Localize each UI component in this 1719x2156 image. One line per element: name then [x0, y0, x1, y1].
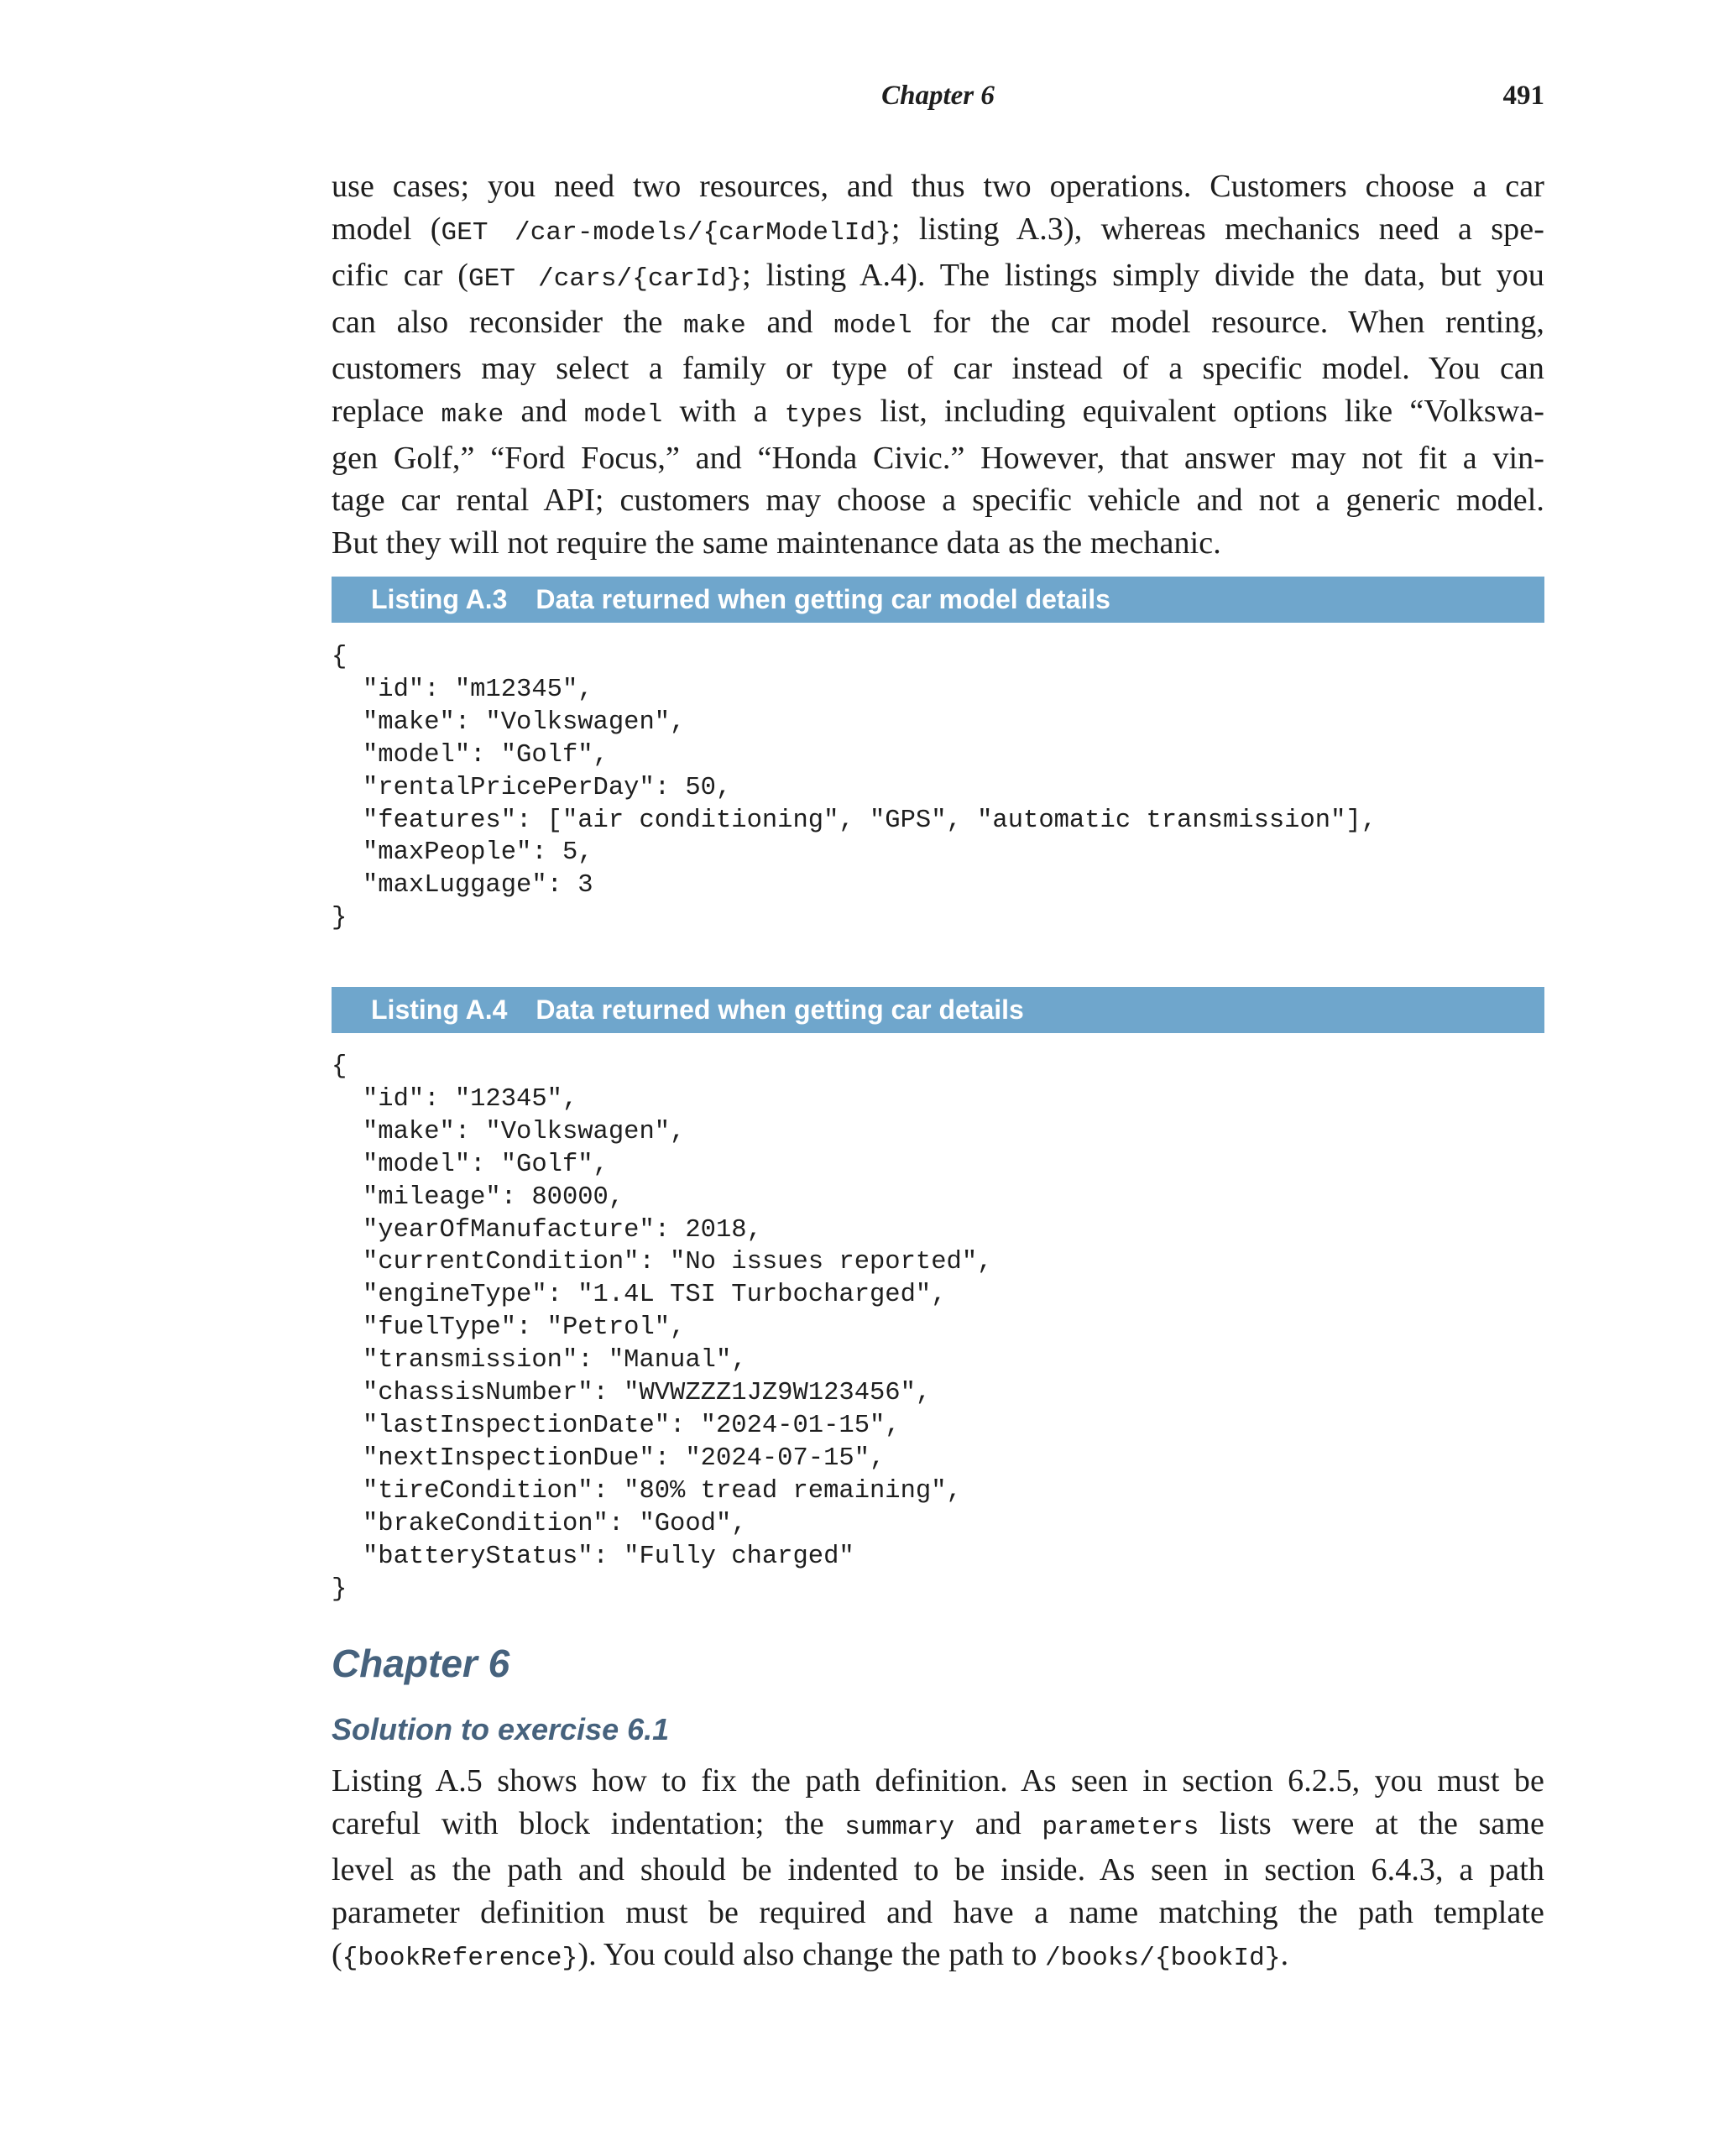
inline-code: parameters [1042, 1812, 1199, 1842]
intro-paragraph [332, 165, 1544, 564]
inline-code: {bookReference} [342, 1944, 578, 1974]
listing-caption: Data returned when getting car model details [536, 584, 1110, 614]
text-run: . [1280, 1937, 1289, 1973]
code-line: "id": "m12345", [363, 675, 593, 704]
inline-code: model [583, 399, 663, 430]
code-line: "id": "12345", [363, 1084, 578, 1114]
text-run: level as the path and should be indented to be inside. As seen in section 6.4.3, a path [332, 1852, 1544, 1888]
intro-line [332, 522, 1544, 565]
intro-line [332, 254, 1544, 301]
text-run: lists were at the same [1199, 1805, 1544, 1841]
listing-a4-code [332, 1051, 992, 1605]
text-run: Listing A.5 shows how to fix the path definition. As seen in section 6.2.5, you must be [332, 1763, 1544, 1798]
code-line: "model": "Golf", [363, 740, 609, 770]
text-run: But they will not require the same maintenance data as the mechanic. [332, 525, 1221, 561]
listing-caption: Data returned when getting car details [536, 994, 1024, 1025]
text-run: ( [332, 1937, 342, 1973]
code-line: "tireCondition": "80% tread remaining", [363, 1476, 962, 1506]
text-run: list, including equivalent options like “Volkswa- [863, 393, 1544, 429]
text-run: for the car model resource. When renting, [912, 304, 1544, 340]
listing-a4-caption-bar [332, 987, 1544, 1033]
text-run: and [954, 1805, 1042, 1841]
code-line: "brakeCondition": "Good", [363, 1509, 747, 1538]
code-line: "make": "Volkswagen", [363, 1117, 686, 1146]
text-run: with a [662, 393, 785, 429]
text-run: and [745, 304, 834, 340]
code-line: "yearOfManufacture": 2018, [363, 1215, 762, 1245]
code-line: "maxPeople": 5, [363, 838, 593, 868]
text-run: careful with block indentation; the [332, 1805, 845, 1841]
solution-line [332, 1849, 1544, 1892]
text-run: parameter definition must be required and have a name matching the path template [332, 1894, 1544, 1930]
inline-code: GET /cars/{carId} [468, 264, 743, 295]
text-run: cific car ( [332, 258, 469, 294]
running-head-chapter-title: Chapter 6 [881, 81, 995, 111]
text-run: ). You could also change the path to [577, 1937, 1046, 1973]
text-run: can also reconsider the [332, 304, 684, 340]
intro-line [332, 347, 1544, 390]
inline-code: make [683, 311, 746, 341]
inline-code: summary [844, 1812, 955, 1842]
text-run: gen Golf,” “Ford Focus,” and “Honda Civic.” However, that answer may not fit a vin- [332, 440, 1544, 476]
listing-a3-caption-bar [332, 577, 1544, 623]
intro-line [332, 390, 1544, 437]
inline-code: GET /car-models/{carModelId} [441, 217, 891, 248]
code-line: "mileage": 80000, [363, 1182, 624, 1212]
text-run: model ( [332, 211, 442, 247]
inline-code: model [833, 311, 912, 341]
text-run: use cases; you need two resources, and thus two operations. Customers choose a car [332, 169, 1544, 204]
code-line: "nextInspectionDue": "2024-07-15", [363, 1443, 886, 1473]
solution-line [332, 1892, 1544, 1934]
code-line: "rentalPricePerDay": 50, [363, 773, 732, 802]
intro-line [332, 437, 1544, 480]
intro-line [332, 301, 1544, 348]
code-line: { [332, 643, 347, 671]
code-line: "chassisNumber": "WVWZZZ1JZ9W123456", [363, 1379, 932, 1408]
code-line: } [332, 904, 347, 933]
listing-a3-code [332, 641, 1377, 935]
listing-number: Listing A.3 [371, 584, 508, 614]
text-run: tage car rental API; customers may choose a specific vehicle and not a generic model. [332, 483, 1544, 519]
solution-line [332, 1934, 1544, 1981]
text-run: customers may select a family or type of car instead of a specific model. You can [332, 351, 1544, 387]
text-run: ; listing A.3), whereas mechanics need a spe- [891, 211, 1545, 247]
code-line: { [332, 1052, 347, 1081]
solution-line [332, 1803, 1544, 1850]
running-head [332, 81, 1544, 117]
code-line: "fuelType": "Petrol", [363, 1313, 686, 1343]
code-line: "currentCondition": "No issues reported", [363, 1248, 993, 1277]
page-number: 491 [1502, 81, 1544, 111]
code-line: "features": ["air conditioning", "GPS", "automatic transmission"], [363, 806, 1377, 835]
listing-number: Listing A.4 [371, 994, 508, 1025]
solution-line [332, 1760, 1544, 1803]
inline-code: make [441, 399, 504, 430]
section-heading: Solution to exercise 6.1 [332, 1712, 670, 1746]
intro-line [332, 165, 1544, 208]
code-line: "lastInspectionDate": "2024-01-15", [363, 1411, 901, 1440]
text-run: and [504, 393, 584, 429]
code-line: "transmission": "Manual", [363, 1346, 747, 1376]
code-line: } [332, 1574, 347, 1604]
text-run: replace [332, 393, 442, 429]
intro-line [332, 208, 1544, 255]
code-line: "engineType": "1.4L TSI Turbocharged", [363, 1281, 947, 1310]
solution-paragraph [332, 1760, 1544, 1981]
inline-code: /books/{bookId} [1045, 1944, 1281, 1974]
chapter-heading: Chapter 6 [332, 1642, 510, 1685]
code-line: "make": "Volkswagen", [363, 707, 686, 737]
code-line: "model": "Golf", [363, 1150, 609, 1179]
code-line: "batteryStatus": "Fully charged" [363, 1542, 854, 1571]
intro-line [332, 479, 1544, 522]
inline-code: types [784, 399, 864, 430]
code-line: "maxLuggage": 3 [363, 871, 593, 901]
text-run: ; listing A.4). The listings simply divide the data, but you [742, 258, 1544, 294]
